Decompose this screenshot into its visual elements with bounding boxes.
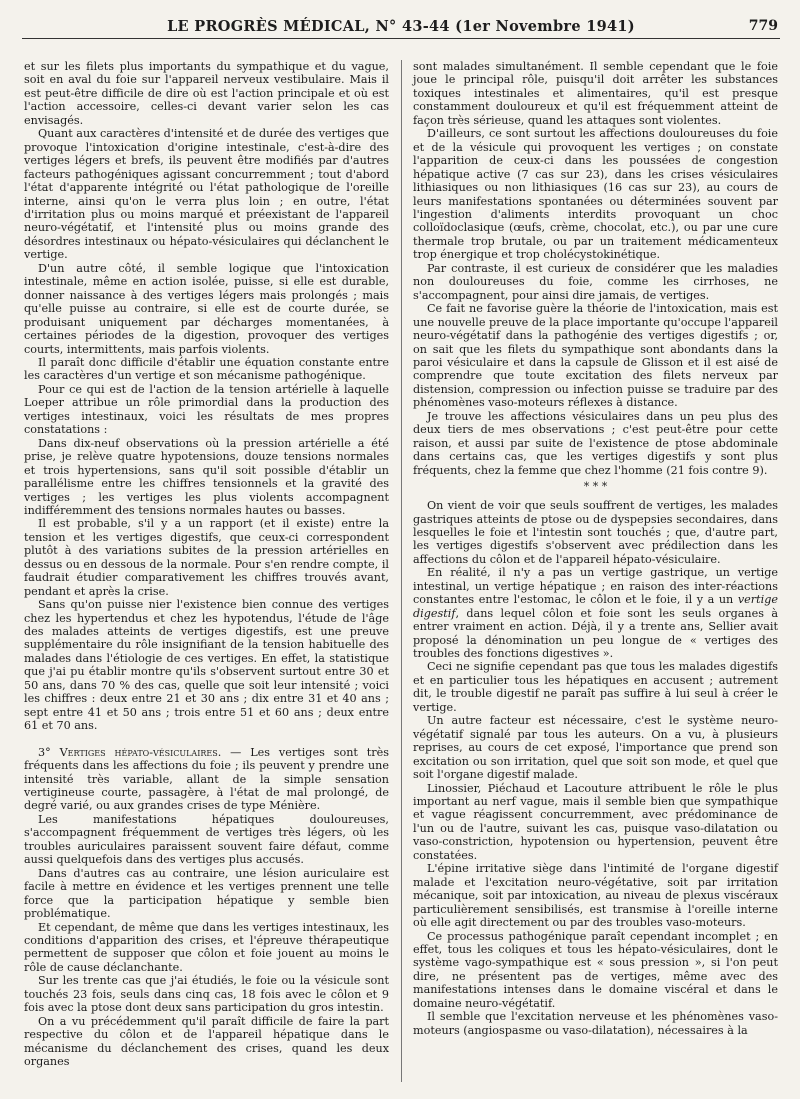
paragraph: Ce fait ne favorise guère la théorie de l'intoxication, mais est une nouvelle preuve de la place importante qu'occupe l'appareil neuro-végétatif dans la pathogénie des vertiges digestifs ; or, on sait que les filets du sympathique sont abondants dans la paroi vésiculaire et dans la capsule de Glisson et il est aisé de comprendre que toute excitation des filets nerveux par distension, compression ou infection puisse se traduire par des phénomènes vaso-moteurs réflexes à distance. — [413, 302, 779, 410]
paragraph: Dans d'autres cas au contraire, une lésion auriculaire est facile à mettre en évidence et les vertiges prennent une telle force que la participation hépatique y semble bien problématique. — [24, 866, 389, 921]
paragraph — [413, 566, 778, 660]
paragraph: Les manifestations hépatiques douloureuses, s'accompagnent fréquemment de vertiges très légers, où les troubles auriculaires paraissent souvent faire défaut, comme aussi quelquefois dans des vertiges plus accusés. — [24, 812, 389, 867]
paragraph: Quant aux caractères d'intensité et de durée des vertiges que provoque l'intoxication d'origine intestinale, c'est-à-dire des vertiges légers et brefs, ils peuvent être modifiés par d'autres facteurs pathogéniques agissant concurremment ; tout d'abord l'état d'apparente intégrité ou l'état pathologique de l'oreille interne, ainsi qu'on le verra plus loin ; en outre, l'état d'irritation plus ou moins marqué et préexistant de l'appareil neuro-végétatif, et l'intensité plus ou moins grande des désordres intestinaux ou hépato-vésiculaires qui déclanchent le vertige. — [24, 127, 390, 262]
paragraph: Par contraste, il est curieux de considérer que les maladies non douloureuses du foie, comme les cirrhoses, ne s'accompagnent, pour ainsi dire jamais, de vertiges. — [413, 261, 778, 302]
left-column — [24, 60, 389, 1069]
paragraph: Il est probable, s'il y a un rapport (et il existe) entre la tension et les vertiges digestifs, que ceux-ci correspondent plutôt à des variations subites de la pression artérielles en dessus ou en dessous de la normale. Pour s'en rendre compte, il faudrait étudier comparativement les chiffres trouvés avant, pendant et après la crise. — [24, 517, 389, 598]
italic-term: vertige digestif — [413, 593, 778, 620]
paragraph: Sur les trente cas que j'ai étudiés, le foie ou la vésicule sont touchés 23 fois, seuls dans cinq cas, 18 fois avec le côlon et 9 fois avec la ptose dont deux sans participation du gros intestin. — [24, 974, 389, 1015]
paragraph: D'un autre côté, il semble logique que l'intoxication intestinale, même en action isolée, puisse, si elle est durable, donner naissance à des vertiges légers mais prolongés ; mais qu'elle puisse au contraire, si elle est de courte durée, se produisant uniquement par décharges momentanées, à certaines périodes de la digestion, provoquer des vertiges courts, intermittents, mais parfois violents. — [24, 261, 389, 356]
paragraph: Il semble que l'excitation nerveuse et les phénomènes vaso-moteurs (angiospasme ou vaso-dilatation), nécessaires à la — [413, 1010, 778, 1037]
paragraph: Un autre facteur est nécessaire, c'est le système neuro-végétatif signalé par tous les auteurs. On a vu, à plusieurs reprises, au cours de cet exposé, l'importance que prend son excitation ou son irritation, quel que soit son mode, et quel que soit l'organe digestif malade. — [413, 714, 778, 782]
paragraph: D'ailleurs, ce sont surtout les affections douloureuses du foie et de la vésicule qui provoquent les vertiges ; on constate l'apparition de ceux-ci dans les poussées de congestion hépatique active (7 cas sur 23), dans les crises vésiculaires lithiasiques ou non lithiasiques (16 cas sur 23), au cours de leurs manifestations spontanées ou déterminées souvent par l'ingestion d'aliments interdits provoquant un choc colloïdoclasique (œufs, crème, chocolat, etc.), ou par une cure thermale trop brutale, ou par un traitement médicamenteux trop énergique et trop cholécystokinétique. — [413, 127, 778, 262]
paragraph: Ceci ne signifie cependant pas que tous les malades digestifs et en particulier tous les hépatiques en accusent ; autrement dit, le trouble digestif ne paraît pas suffire à lui seul à créer le vertige. — [413, 660, 778, 714]
section-paragraph — [24, 746, 389, 813]
column-divider — [401, 60, 402, 1082]
right-column — [413, 60, 778, 1037]
page-number: 779 — [748, 18, 778, 34]
paragraph: Ce processus pathogénique paraît cependant incomplet ; en effet, tous les coliques et tous les hépato-vésiculaires, dont le système vago-sympathique est « sous pression », si l'on peut dire, ne présentent pas de vertiges, même avec des manifestations intenses dans le domaine viscéral et dans le domaine neuro-végétatif. — [413, 929, 778, 1010]
paragraph: Pour ce qui est de l'action de la tension artérielle à laquelle Loeper attribue un rôle primordial dans la production des vertiges intestinaux, voici les résultats de mes propres constatations : — [24, 382, 389, 437]
running-header — [22, 18, 780, 39]
paragraph: Linossier, Piéchaud et Lacouture attribuent le rôle le plus important au nerf vague, mais il semble bien que sympathique et vague réagissent concurremment, avec prédominance de l'un ou de l'autre, suivant les cas, puisque vaso-dilatation ou vaso-constriction, hypotension ou hypertension, peuvent être constatées. — [413, 781, 778, 862]
paragraph: sont malades simultanément. Il semble cependant que le foie joue le principal rôle, puisqu'il doit arrêter les substances toxiques intestinales et alimentaires, qu'il est presque constamment douloureux et qu'il est fréquemment atteint de façon très sérieuse, quand les attaques sont violentes. — [413, 60, 778, 127]
paragraph: Et cependant, de même que dans les vertiges intestinaux, les conditions d'apparition des crises, et l'épreuve thérapeutique permettent de supposer que côlon et foie jouent au moins le rôle de cause déclanchante. — [24, 920, 389, 974]
paragraph: On a vu précédemment qu'il paraît difficile de faire la part respective du côlon et de l'appareil hépatique dans le mécanisme du déclanchement des crises, quand les deux organes — [24, 1014, 389, 1069]
paragraph: Dans dix-neuf observations où la pression artérielle a été prise, je relève quatre hypotensions, douze tensions normales et trois hypertensions, sans qu'il soit possible d'établir un parallélisme entre les chiffres tensionnels et la gravité des vertiges ; les vertiges les plus violents accompagnent indifféremment des tensions normales hautes ou basses. — [24, 436, 389, 517]
paragraph: L'épine irritative siège dans l'intimité de l'organe digestif malade et l'excitation neuro-végétative, soit par irritation mécanique, soit par intoxication, au niveau de plexus viscéraux particulièrement sensibilisés, est transmise à l'oreille interne où elle agit directement ou par des troubles vaso-moteurs. — [413, 862, 778, 930]
paragraph: et sur les filets plus importants du sympathique et du vague, soit en aval du foie sur l'appareil nerveux vestibulaire. Mais il est peut-être difficile de dire où est l'action principale et où est l'action accessoire, celles-ci devant varier selon les cas envisagés. — [24, 60, 389, 127]
paragraph: Je trouve les affections vésiculaires dans un peu plus des deux tiers de mes observations ; c'est peut-être pour cette raison, et aussi par suite de l'existence de ptose abdominale dans certains cas, que les vertiges digestifs y sont plus fréquents, chez la femme que chez l'homme (21 fois contre 9). — [413, 409, 778, 477]
journal-title: LE PROGRÈS MÉDICAL, N° 43-44 (1er Novembre 1941) — [167, 18, 635, 35]
text-run: En réalité, il n'y a pas un vertige gastrique, un vertige intestinal, un vertige hépatique ; en raison des inter-réactions constantes entre l'estomac, le côlon et le foie, il y a un — [413, 566, 778, 607]
paragraph: Sans qu'on puisse nier l'existence bien connue des vertiges chez les hypertendus et chez les hypotendus, l'étude de l'âge des malades atteints de vertiges digestifs, est une preuve supplémentaire du rôle insignifiant de la tension habituelle des malades dans l'étiologie de ces vertiges. En effet, la statistique que j'ai pu établir montre qu'ils s'observent surtout entre 30 et 50 ans, dans 70 % des cas, quelle que soit leur intensité ; voici les chiffres : deux entre 21 et 30 ans ; dix entre 31 et 40 ans ; sept entre 41 et 50 ans ; trois entre 51 et 60 ans ; deux entre 61 et 70 ans. — [24, 598, 389, 733]
section-heading: 3° Vertiges hépato-vésiculaires. — [38, 745, 222, 759]
section-text: — Les vertiges sont très fréquents dans les affections du foie ; ils peuvent y prendre une intensité très variable, allant de la simple sensation vertigineuse courte, passagère, à l'état de mal prolongé, de degré varié, ou aux grandes crises de type Ménière. — [24, 745, 389, 813]
text-run: , dans lequel côlon et foie sont les seuls organes à entrer vraiment en action. Déjà, il y a trente ans, Sellier avait proposé la dénomination un peu longue de « vertiges des troubles des fonctions digestives ». — [413, 606, 778, 661]
section-gap — [24, 733, 389, 746]
section-separator-stars: * * * — [583, 480, 608, 494]
paragraph: On vient de voir que seuls souffrent de vertiges, les malades gastriques atteints de ptose ou de dyspepsies secondaires, dans lesquelles le foie et l'intestin sont touchés ; que, d'autre part, les vertiges digestifs s'observent avec prédilection dans les affections du côlon et de l'appareil hépato-vésiculaire. — [413, 499, 778, 566]
paragraph: Il paraît donc difficile d'établir une équation constante entre les caractères d'un vertige et son mécanisme pathogénique. — [24, 355, 389, 383]
